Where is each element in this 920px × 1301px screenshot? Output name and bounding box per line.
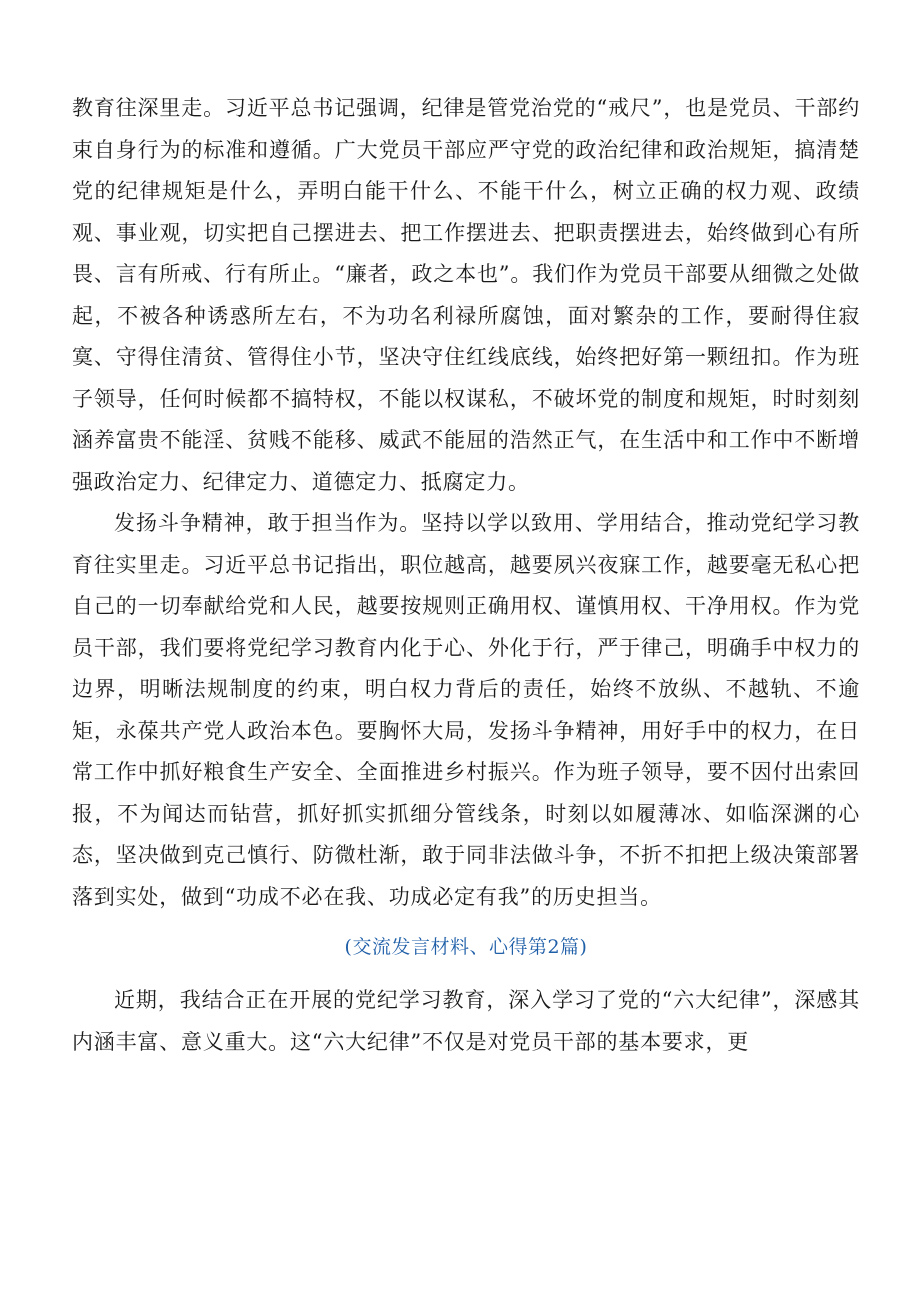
paragraph-six-disciplines: 近期，我结合正在开展的党纪学习教育，深入学习了党的“六大纪律”，深感其内涵丰富、意义重大。这“六大纪律”不仅是对党员干部的基本要求，更 (72, 988, 860, 1054)
paragraph-struggle-spirit: 发扬斗争精神，敢于担当作为。坚持以学以致用、学用结合，推动党纪学习教育往实里走。习近平总书记指出，职位越高，越要夙兴夜寐工作，越要毫无私心把自己的一切奉献给党和人民，越要按规则正确用权、谨慎用权、干净用权。作为党员干部，我们要将党纪学习教育内化于心、外化于行，严于律己，明确手中权力的边界，明晰法规制度的约束，明白权力背后的责任，始终不放纵、不越轨、不逾矩，永葆共产党人政治本色。要胸怀大局，发扬斗争精神，用好手中的权力，在日常工作中抓好粮食生产安全、全面推进乡村振兴。作为班子领导，要不因付出索回报，不为闻达而钻营，抓好抓实抓细分管线条，时刻以如履薄冰、如临深渊的心态，坚决做到克己慎行、防微杜渐，敢于同非法做斗争，不折不扣把上级决策部署落到实处，做到“功成不必在我、功成必定有我”的历史担当。 (72, 511, 860, 909)
document-body (72, 88, 860, 1063)
paragraph-discipline-ruler: 教育往深里走。习近平总书记强调，纪律是管党治党的“戒尺”，也是党员、干部约束自身行为的标准和遵循。广大党员干部应严守党的政治纪律和政治规矩，搞清楚党的纪律规矩是什么，弄明白能干什么、不能干什么，树立正确的权力观、政绩观、事业观，切实把自己摆进去、把工作摆进去、把职责摆进去，始终做到心有所畏、言有所戒、行有所止。“廉者，政之本也”。我们作为党员干部要从细微之处做起，不被各种诱惑所左右，不为功名利禄所腐蚀，面对繁杂的工作，要耐得住寂寞、守得住清贫、管得住小节，坚决守住红线底线，始终把好第一颗纽扣。作为班子领导，任何时候都不搞特权，不能以权谋私，不破坏党的制度和规矩，时时刻刻涵养富贵不能淫、贫贱不能移、威武不能屈的浩然正气，在生活中和工作中不断增强政治定力、纪律定力、道德定力、抵腐定力。 (72, 96, 860, 494)
section-title: (交流发言材料、心得第2篇) (344, 936, 588, 958)
